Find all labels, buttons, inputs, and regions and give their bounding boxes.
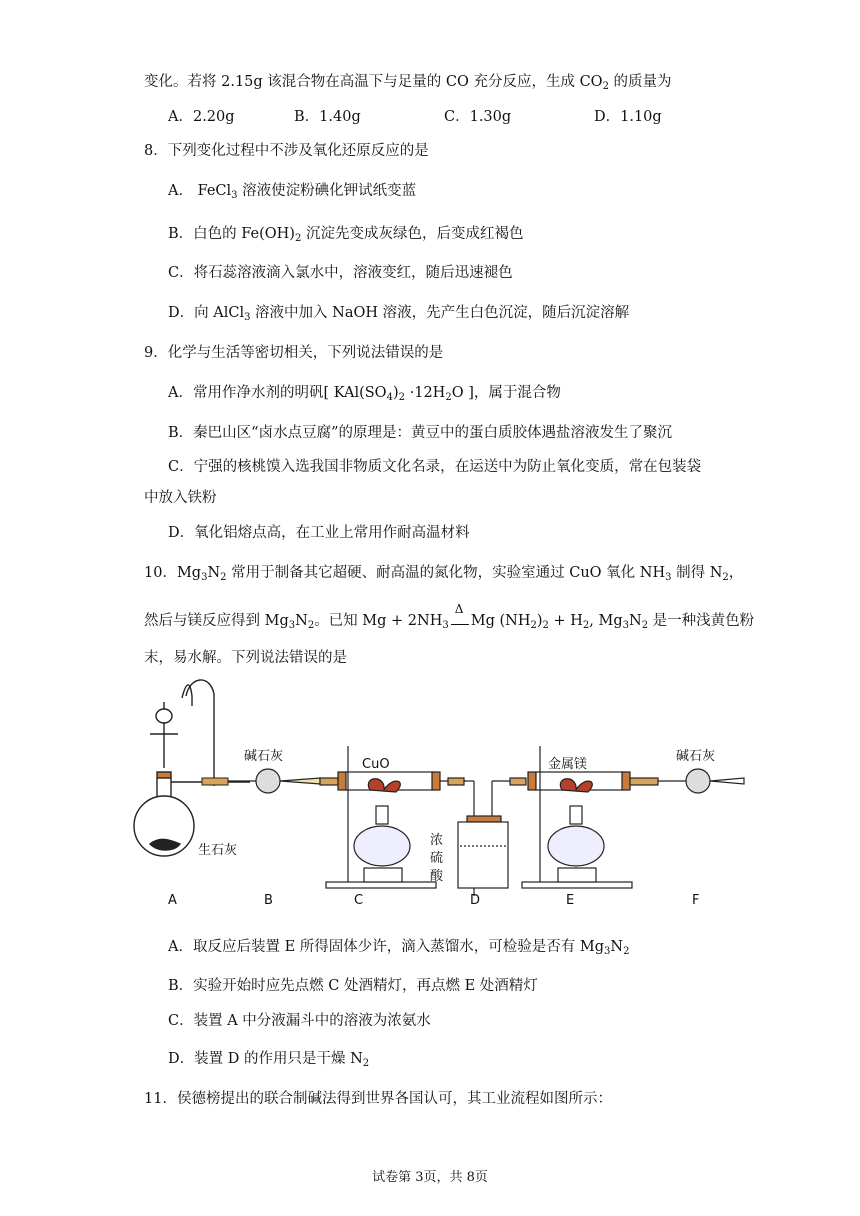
q10-stem-line1: 10．$Mg_3N_2$ 常用于制备其它超硬、耐高温的氮化物，实验室通过 CuO 氧化 $NH_3$ 制得 $N_2$，	[144, 565, 744, 583]
label-cuo: CuO	[362, 757, 390, 772]
q9-option-a: A．常用作净水剂的明矾[ $KAl(SO_4)_2 \cdot 12H_2O$ ]，属于混合物	[168, 385, 561, 403]
letter-e: E	[566, 893, 575, 908]
q7-stem-line: 变化。若将 2.15g 该混合物在高温下与足量的 CO 充分反应，生成 $CO_2$ 的质量为	[144, 74, 672, 92]
q11-stem: 11．侯德榜提出的联合制碱法得到世界各国认可，其工业流程如图所示：	[144, 1091, 612, 1107]
q10-option-b: B．实验开始时应先点燃 C 处酒精灯，再点燃 E 处酒精灯	[168, 978, 538, 994]
q10-option-d: D．装置 D 的作用只是干燥 $N_2$	[168, 1051, 370, 1069]
apparatus-f	[658, 769, 744, 793]
heat-delta: Δ	[454, 602, 464, 616]
q8-option-d: D．向 AlCl$_3$ 溶液中加入 NaOH 溶液，先产生白色沉淀，随后沉淀溶解	[168, 305, 630, 323]
apparatus-c	[320, 746, 466, 888]
letter-b: B	[264, 893, 273, 908]
q8-stem: 8．下列变化过程中不涉及氧化还原反应的是	[144, 143, 429, 159]
connector-tube	[202, 778, 228, 785]
q10-stem-line2: 然后与镁反应得到 $Mg_3N_2$。已知 $Mg + 2NH_3$ Δ Mg $(NH_2)_2 + H_2$, $Mg_3N_2$ 是一种浅黄色粉	[144, 610, 754, 632]
label-acid-2: 硫	[430, 851, 444, 866]
q10-option-c: C．装置 A 中分液漏斗中的溶液为浓氨水	[168, 1013, 431, 1029]
q9-stem: 9．化学与生活等密切相关，下列说法错误的是	[144, 345, 444, 361]
q8-option-a: A． FeCl$_3$ 溶液使淀粉碘化钾试纸变蓝	[168, 183, 417, 201]
q9-option-c-line2: 中放入铁粉	[144, 490, 217, 506]
letter-a: A	[168, 893, 177, 908]
q8-option-b: B．白色的 $Fe(OH)_2$ 沉淀先变成灰绿色，后变成红褐色	[168, 226, 524, 244]
q10-stem-line3: 末，易水解。下列说法错误的是	[144, 650, 347, 666]
label-soda-lime-b: 碱石灰	[244, 749, 284, 764]
apparatus-diagram	[130, 676, 770, 916]
label-magnesium: 金属镁	[548, 757, 588, 772]
q9-option-b: B．秦巴山区“卤水点豆腐”的原理是：黄豆中的蛋白质胶体遇盐溶液发生了聚沉	[168, 425, 672, 441]
q10-option-a: A．取反应后装置 E 所得固体少许，滴入蒸馏水，可检验是否有 $Mg_3N_2$	[168, 939, 630, 957]
apparatus-e	[522, 746, 658, 888]
q9-option-d: D．氧化铝熔点高，在工业上常用作耐高温材料	[168, 525, 470, 541]
letter-c: C	[354, 893, 364, 908]
q8-option-c: C．将石蕊溶液滴入氯水中，溶液变红，随后迅速褪色	[168, 265, 513, 281]
apparatus-d	[458, 778, 526, 896]
label-soda-lime-f: 碱石灰	[676, 749, 716, 764]
letter-f: F	[692, 893, 700, 908]
q7-option-c: C．1.30g	[444, 109, 512, 125]
q7-option-b: B．1.40g	[294, 109, 361, 125]
label-acid-1: 浓	[430, 833, 444, 848]
page-footer: 试卷第 3页，共 8页	[372, 1170, 488, 1185]
letter-d: D	[470, 893, 481, 908]
apparatus-a	[134, 680, 250, 856]
label-lime: 生石灰	[198, 843, 238, 858]
q9-option-c-line1: C．宁强的核桃馍入选我国非物质文化名录，在运送中为防止氧化变质，常在包装袋	[168, 459, 702, 475]
label-acid-3: 酸	[430, 869, 444, 884]
apparatus-b	[228, 769, 320, 793]
q7-option-d: D．1.10g	[594, 109, 662, 125]
q7-option-a: A．2.20g	[168, 109, 235, 125]
